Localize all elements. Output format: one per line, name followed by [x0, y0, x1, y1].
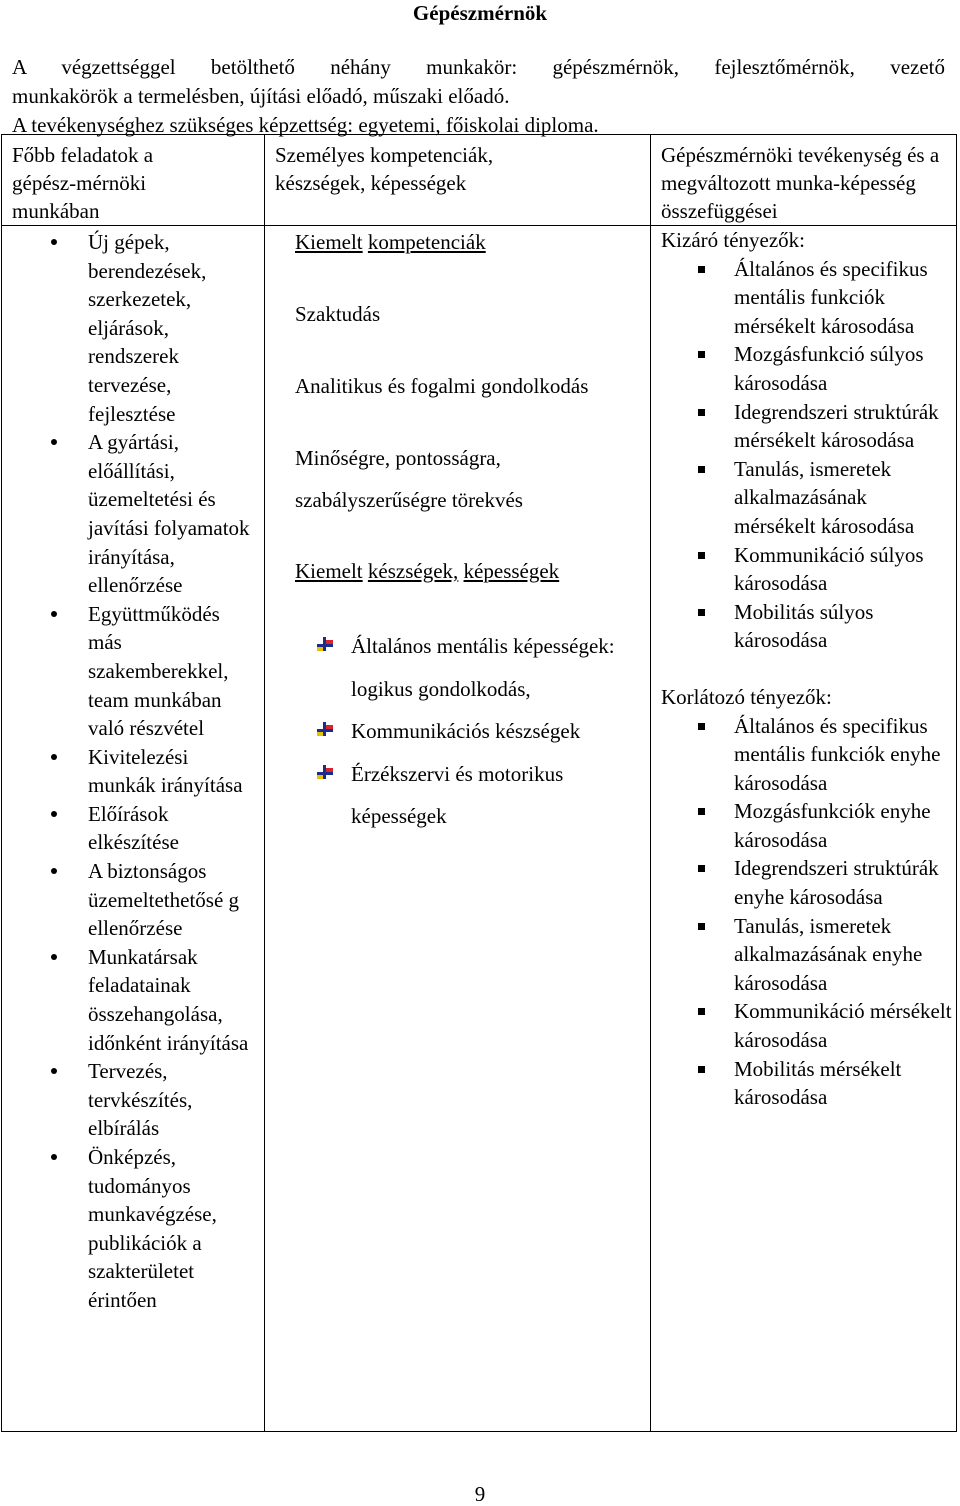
square-bullet-icon [698, 351, 705, 358]
square-bullet-icon [698, 552, 705, 559]
square-bullet-icon [698, 266, 705, 273]
skills-list [295, 625, 642, 838]
list-item: Önképzés, tudományos munkavégzése, publikációk a szakterületet érintően [2, 1143, 264, 1315]
table-header-row [2, 135, 957, 226]
header-competencies: Személyes kompetenciák, készségek, képességek [265, 135, 651, 226]
square-bullet-icon [698, 1008, 705, 1015]
bullet-icon [51, 239, 57, 245]
intro-line-2: munkakörök a termelésben, újítási előadó, műszaki előadó. [12, 84, 510, 108]
competencies-cell [265, 226, 651, 1432]
bullet-icon [51, 1154, 57, 1160]
list-item: Általános és specifikus mentális funkciók enyhe károsodása [661, 712, 952, 798]
table-body-row [2, 226, 957, 1432]
list-item: Érzékszervi és motorikus képességek [295, 753, 642, 838]
list-item: Tervezés, tervkészítés, elbírálás [2, 1057, 264, 1143]
list-item: Kivitelezési munkák irányítása [2, 743, 264, 800]
limiting-factors-list [661, 712, 952, 1112]
list-item: Együttműködés más szakemberekkel, team munkában való részvétel [2, 600, 264, 743]
relations-cell [651, 226, 957, 1432]
limiting-factors-title: Korlátozó tényezők: [661, 684, 832, 709]
list-item: Mobilitás súlyos károsodása [661, 598, 952, 655]
excluding-factors-list [661, 255, 952, 655]
flag-bullet-icon [315, 763, 335, 781]
list-item: Általános és specifikus mentális funkciók mérsékelt károsodása [661, 255, 952, 341]
list-item: Idegrendszeri struktúrák mérsékelt károsodása [661, 398, 952, 455]
intro-line-3: A tevékenységhez szükséges képzettség: egyetemi, főiskolai diploma. [12, 113, 599, 137]
list-item: Kommunikáció súlyos károsodása [661, 541, 952, 598]
bullet-icon [51, 811, 57, 817]
page-number: 9 [474, 1482, 486, 1506]
list-item: Mobilitás mérsékelt károsodása [661, 1055, 952, 1112]
competency-table [1, 134, 957, 1432]
bullet-icon [51, 1068, 57, 1074]
competency-item: szabályszerűségre törekvés [295, 488, 523, 512]
bullet-icon [51, 439, 57, 445]
competency-item: Minőségre, pontosságra, [295, 446, 501, 470]
list-item: Új gépek, berendezések, szerkezetek, eljárások, rendszerek tervezése, fejlesztése [2, 228, 264, 428]
square-bullet-icon [698, 865, 705, 872]
list-item: Előírások elkészítése [2, 800, 264, 857]
list-item: Mozgásfunkciók enyhe károsodása [661, 797, 952, 854]
square-bullet-icon [698, 1066, 705, 1073]
highlighted-skills-heading: Kiemelt készségek, képességek [295, 559, 560, 583]
list-item: A gyártási, előállítási, üzemeltetési és javítási folyamatok irányítása, ellenőrzése [2, 428, 264, 600]
list-item: A biztonságos üzemeltethetősé g ellenőrzése [2, 857, 264, 943]
tasks-cell [2, 226, 265, 1432]
intro-line-1: A végzettséggel betölthető néhány munkakör: gépészmérnök, fejlesztőmérnök, vezető [12, 55, 945, 79]
competency-item: Szaktudás [295, 302, 381, 326]
bullet-icon [51, 954, 57, 960]
bullet-icon [51, 754, 57, 760]
highlighted-competencies-heading: Kiemelt kompetenciák [295, 230, 486, 254]
list-item: Mozgásfunkció súlyos károsodása [661, 340, 952, 397]
flag-bullet-icon [315, 635, 335, 653]
competency-item: Analitikus és fogalmi gondolkodás [295, 374, 589, 398]
task-list [2, 228, 264, 1315]
header-tasks: Főbb feladatok a gépész-mérnöki munkában [2, 135, 265, 226]
list-item: Kommunikációs készségek [295, 710, 642, 753]
list-item: Kommunikáció mérsékelt károsodása [661, 997, 952, 1054]
square-bullet-icon [698, 923, 705, 930]
excluding-factors-title: Kizáró tényezők: [661, 228, 806, 252]
list-item: Idegrendszeri struktúrák enyhe károsodása [661, 854, 952, 911]
list-item: Munkatársak feladatainak összehangolása, időnként irányítása [2, 943, 264, 1057]
list-item: Tanulás, ismeretek alkalmazásának enyhe károsodása [661, 912, 952, 998]
page-title: Gépészmérnök [412, 1, 548, 25]
square-bullet-icon [698, 723, 705, 730]
bullet-icon [51, 868, 57, 874]
flag-bullet-icon [315, 720, 335, 738]
square-bullet-icon [698, 466, 705, 473]
header-relations: Gépészmérnöki tevékenység és a megváltozott munka-képesség összefüggései [651, 135, 957, 226]
square-bullet-icon [698, 808, 705, 815]
square-bullet-icon [698, 609, 705, 616]
bullet-icon [51, 611, 57, 617]
square-bullet-icon [698, 409, 705, 416]
list-item: Tanulás, ismeretek alkalmazásának mérsékelt károsodása [661, 455, 952, 541]
intro-paragraph [12, 53, 945, 140]
list-item: Általános mentális képességek: logikus gondolkodás, [295, 625, 642, 710]
